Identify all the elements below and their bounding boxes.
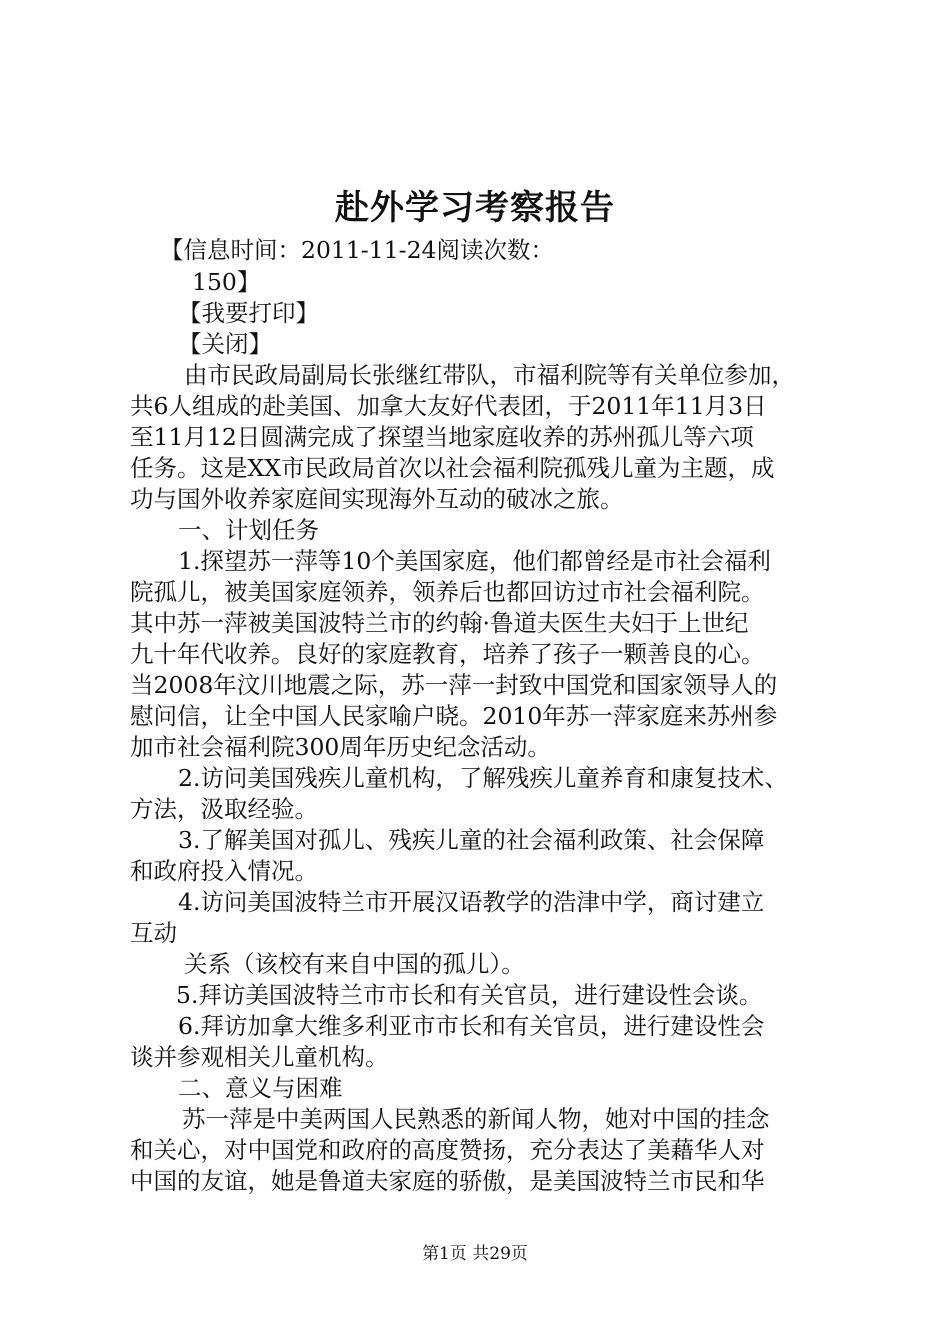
paragraph-line: 至11月12日圆满完成了探望当地家庭收养的苏州孤儿等六项 [130,423,754,451]
paragraph-line: 其中苏一萍被美国波特兰市的约翰·鲁道夫医生夫妇于上世纪 [130,609,749,637]
page-number: 第1页 共29页 [422,1244,528,1264]
paragraph-line: 苏一萍是中美两国人民熟悉的新闻人物，她对中国的挂念 [182,1105,770,1133]
paragraph-line: 九十年代收养。良好的家庭教育，培养了孩子一颗善良的心。 [130,640,765,668]
section-heading: 二、意义与困难 [178,1074,343,1102]
document-title: 赴外学习考察报告 [335,188,615,228]
paragraph-line: 关系（该校有来自中国的孤儿）。 [184,950,525,978]
paragraph-line: 6.拜访加拿大维多利亚市市长和有关官员，进行建设性会 [178,1012,765,1040]
close-link[interactable]: 【关闭】 [178,330,272,358]
paragraph-line: 谈并参观相关儿童机构。 [130,1043,389,1071]
section-heading: 一、计划任务 [178,516,319,544]
paragraph-line: 加市社会福利院300周年历史纪念活动。 [130,733,551,761]
paragraph-line: 2.访问美国残疾儿童机构，了解残疾儿童养育和康复技术、 [178,764,788,792]
paragraph-line: 当2008年汶川地震之际，苏一萍一封致中国党和国家领导人的 [130,671,778,699]
paragraph-line: 方法，汲取经验。 [130,795,318,823]
paragraph-line: 和关心，对中国党和政府的高度赞扬，充分表达了美藉华人对 [130,1136,765,1164]
read-count-line: 150】 [192,268,261,296]
paragraph-line: 功与国外收养家庭间实现海外互动的破冰之旅。 [130,485,624,513]
paragraph-line: 4.访问美国波特兰市开展汉语教学的浩津中学，商讨建立 [178,888,765,916]
info-line: 【信息时间：2011-11-24阅读次数： [160,236,554,264]
paragraph-line: 慰问信，让全中国人民家喻户晓。2010年苏一萍家庭来苏州参 [130,702,778,730]
paragraph-line: 任务。这是XX市民政局首次以社会福利院孤残儿童为主题，成 [130,454,775,482]
paragraph-line: 5.拜访美国波特兰市市长和有关官员，进行建设性会谈。 [176,981,763,1009]
paragraph-line: 由市民政局副局长张继红带队，市福利院等有关单位参加， [184,361,795,389]
paragraph-line: 和政府投入情况。 [130,857,318,885]
paragraph-line: 共6人组成的赴美国、加拿大友好代表团，于2011年11月3日 [130,392,767,420]
print-link[interactable]: 【我要打印】 [178,299,319,327]
paragraph-line: 院孤儿，被美国家庭领养，领养后也都回访过市社会福利院。 [130,578,765,606]
paragraph-line: 3.了解美国对孤儿、残疾儿童的社会福利政策、社会保障 [178,826,765,854]
paragraph-line: 1.探望苏一萍等10个美国家庭，他们都曾经是市社会福利 [178,547,771,575]
paragraph-line: 互动 [130,919,177,947]
paragraph-line: 中国的友谊，她是鲁道夫家庭的骄傲，是美国波特兰市民和华 [130,1167,765,1195]
